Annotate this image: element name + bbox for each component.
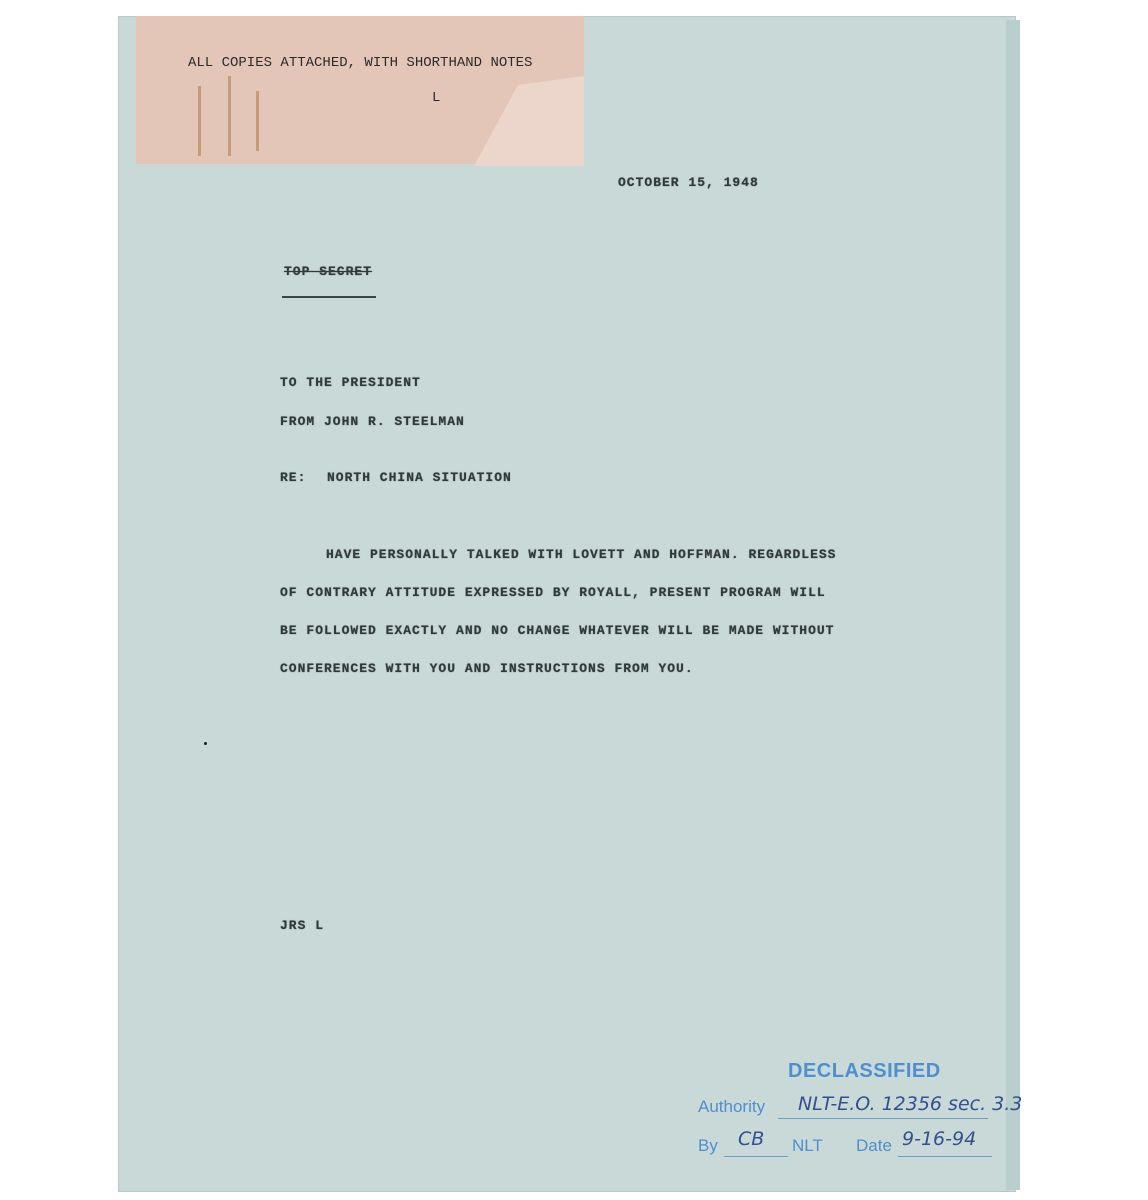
by-value: CB xyxy=(738,1128,765,1150)
attached-note-slip xyxy=(136,16,584,164)
struck-classification: TOP SECRET xyxy=(284,264,373,279)
date-value: 9-16-94 xyxy=(902,1128,977,1150)
paper-edge xyxy=(1006,20,1020,1190)
slip-stain xyxy=(198,86,201,156)
body-line: OF CONTRARY ATTITUDE EXPRESSED BY ROYALL, PRESENT PROGRAM WILL xyxy=(280,585,826,600)
body-line: CONFERENCES WITH YOU AND INSTRUCTIONS FROM YOU. xyxy=(280,661,694,676)
by-label: By xyxy=(698,1136,718,1155)
memo-date: OCTOBER 15, 1948 xyxy=(618,175,759,190)
slip-fold xyxy=(474,76,584,166)
body-line: BE FOLLOWED EXACTLY AND NO CHANGE WHATEVER WILL BE MADE WITHOUT xyxy=(280,623,835,638)
nlt-label: NLT xyxy=(792,1136,823,1155)
body-line: HAVE PERSONALLY TALKED WITH LOVETT AND HOFFMAN. REGARDLESS xyxy=(326,547,837,562)
authority-line xyxy=(778,1118,988,1119)
slip-stain xyxy=(256,91,259,151)
memo-body xyxy=(280,536,900,688)
memo-from: FROM JOHN R. STEELMAN xyxy=(280,414,465,429)
slip-note-text: ALL COPIES ATTACHED, WITH SHORTHAND NOTES xyxy=(188,55,533,71)
authority-label: Authority xyxy=(698,1097,766,1116)
memo-re-label: RE: xyxy=(280,470,307,485)
slip-initial: L xyxy=(432,90,441,106)
memo-to: TO THE PRESIDENT xyxy=(280,375,421,390)
declassified-stamp-title: DECLASSIFIED xyxy=(788,1060,941,1082)
date-line xyxy=(898,1156,992,1157)
memo-re-subject: NORTH CHINA SITUATION xyxy=(327,470,512,485)
slip-stain xyxy=(228,76,231,156)
date-label: Date xyxy=(856,1136,892,1155)
memo-initials: JRS L xyxy=(280,918,325,933)
classification-underline xyxy=(282,296,376,298)
authority-value: NLT-E.O. 12356 sec. 3.3 xyxy=(798,1093,1023,1115)
paper-speck xyxy=(204,742,207,745)
by-line xyxy=(724,1156,788,1157)
